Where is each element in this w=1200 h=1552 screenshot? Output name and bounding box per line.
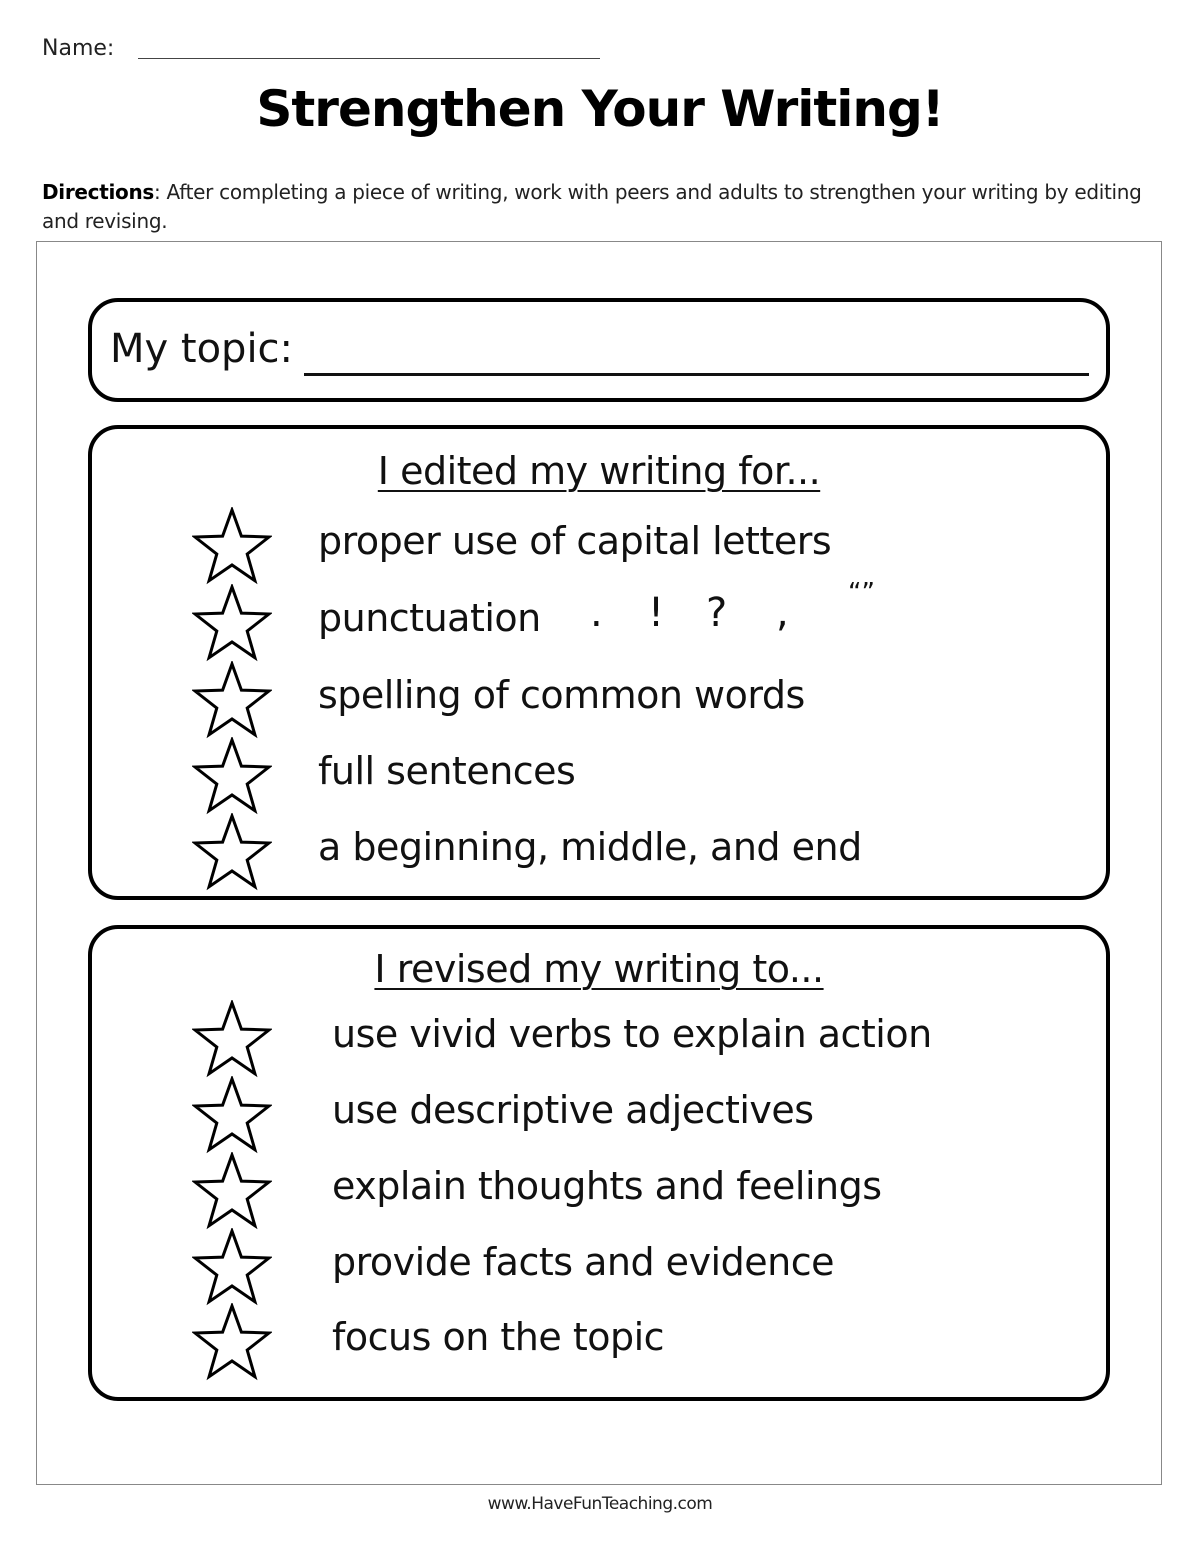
edit-item-label: spelling of common words (318, 673, 805, 717)
footer-site: www.HaveFunTeaching.com (487, 1494, 713, 1514)
edit-item (92, 813, 1106, 889)
directions-text: : After completing a piece of writing, work with peers and adults to strengthen your writing by editing and revising. (42, 180, 1142, 233)
revise-item (92, 1076, 1106, 1152)
punctuation-comma: , (776, 590, 789, 636)
star-outline-icon[interactable] (192, 813, 272, 891)
directions-label: Directions (42, 180, 155, 204)
edit-item-label: full sentences (318, 749, 576, 793)
name-label: Name: (42, 36, 115, 61)
revise-item (92, 1000, 1106, 1076)
star-outline-icon[interactable] (192, 1303, 272, 1381)
revise-heading: I revised my writing to... (374, 947, 824, 991)
topic-box (88, 298, 1110, 402)
revise-item-label: explain thoughts and feelings (332, 1164, 882, 1208)
star-outline-icon[interactable] (192, 1076, 272, 1154)
revise-item-label: provide facts and evidence (332, 1240, 834, 1284)
star-outline-icon[interactable] (192, 737, 272, 815)
star-outline-icon[interactable] (192, 1228, 272, 1306)
revise-item-label: focus on the topic (332, 1315, 665, 1359)
star-outline-icon[interactable] (192, 584, 272, 662)
edit-section (88, 425, 1110, 900)
edit-item (92, 661, 1106, 737)
star-outline-icon[interactable] (192, 1152, 272, 1230)
edit-item-label: a beginning, middle, and end (318, 825, 862, 869)
star-outline-icon[interactable] (192, 661, 272, 739)
directions (42, 178, 1142, 236)
revise-item-label: use descriptive adjectives (332, 1088, 814, 1132)
revise-item (92, 1152, 1106, 1228)
revise-item (92, 1303, 1106, 1379)
edit-item-label: proper use of capital letters (318, 519, 832, 563)
punctuation-period: . (590, 590, 603, 636)
punctuation-exclamation: ! (648, 590, 665, 636)
star-outline-icon[interactable] (192, 507, 272, 585)
revise-item (92, 1228, 1106, 1304)
edit-item (92, 578, 1106, 660)
revise-item-label: use vivid verbs to explain action (332, 1012, 932, 1056)
name-line[interactable] (138, 58, 600, 59)
revise-section (88, 925, 1110, 1401)
edit-item (92, 737, 1106, 813)
punctuation-quotes: “” (848, 578, 875, 608)
page-title: Strengthen Your Writing! (256, 80, 944, 138)
punctuation-question: ? (706, 590, 728, 636)
edit-heading: I edited my writing for... (377, 449, 821, 493)
topic-label: My topic: (110, 326, 294, 372)
edit-item-label: punctuation (318, 596, 541, 640)
edit-item (92, 507, 1106, 583)
topic-line[interactable] (304, 373, 1089, 376)
star-outline-icon[interactable] (192, 1000, 272, 1078)
